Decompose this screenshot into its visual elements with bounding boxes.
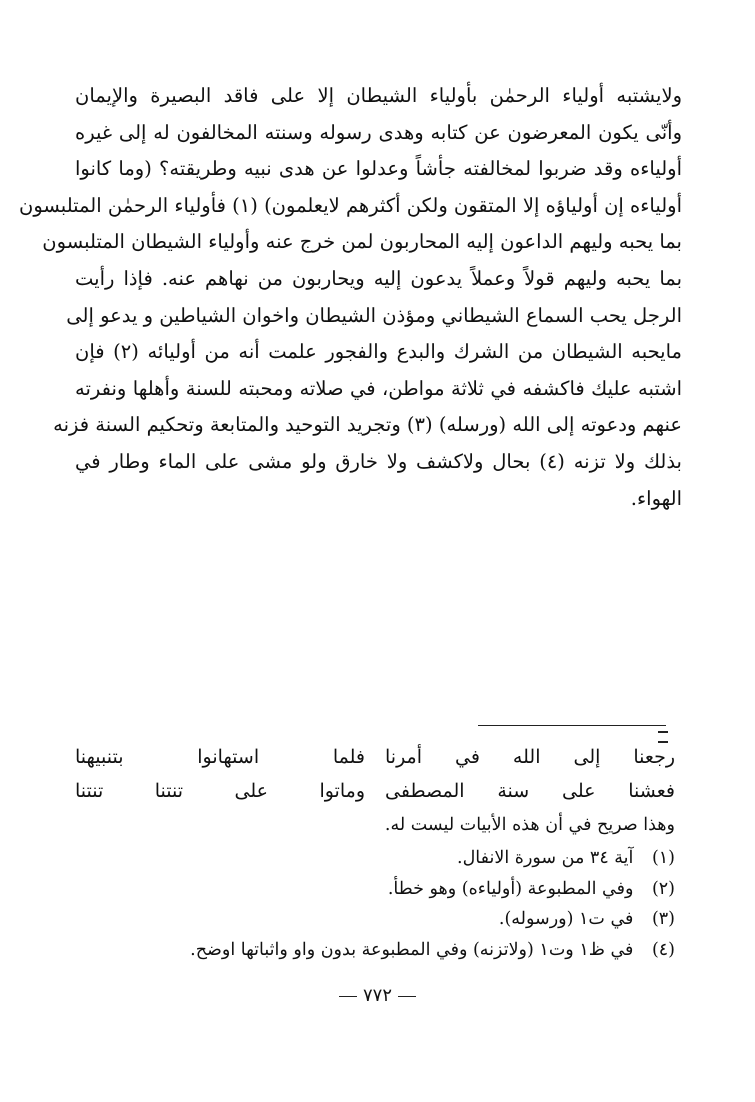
text-line: بذلك ولا تزنه (٤) بحال ولاكشف ولا خارق ولو مشى على الماء وطار في (75, 449, 682, 473)
page-number (0, 985, 755, 1006)
footnote-separator (478, 725, 666, 726)
footnote-number: (٢) (651, 878, 675, 899)
poem-hemistich-right: فعشنا على سنة المصطفى (385, 780, 675, 802)
continuation-mark (658, 731, 668, 743)
text-line: بما يحبه وليهم الداعون إليه المحاربون لمن خرج عنه وأولياء الشيطان المتلبسون (42, 230, 682, 254)
text-line: الرجل يحب السماع الشيطاني ومؤذن الشيطان واخوان الشياطين و يدعو إلى (66, 303, 682, 327)
footnote-number: (٤) (651, 939, 675, 960)
text-line: وأنّى يكون المعرضون عن كتابه وهدى رسوله وسنته المخالفون له إلى غيره (75, 120, 682, 144)
text-line: مايحبه الشيطان من الشرك والبدع والفجور علمت أنه من أوليائه (٢) فإن (75, 340, 682, 364)
poem-verse (75, 780, 675, 802)
text-line: ولايشتبه أولياء الرحمٰن بأولياء الشيطان إلا على فاقد البصيرة والإيمان (75, 84, 682, 107)
footnote-text: في ت١ (ورسوله). (498, 909, 634, 929)
footnote-number: (١) (651, 848, 675, 868)
poem-hemistich-left: فلما استهانوا بتنبيهنا (75, 746, 365, 768)
footnote-text: آية ٣٤ من سورة الانفال. (457, 848, 634, 868)
page-number-value: ٧٧٢ (362, 985, 392, 1006)
text-line: أولياءه وقد ضربوا لمخالفته جأشاً وعدلوا عن هدى نبيه وطريقته؟ (وما كانوا (75, 157, 682, 181)
text-line: أولياءه إن أولياؤه إلا المتقون ولكن أكثرهم لايعلمون) (١) فأولياء الرحمٰن المتلبسون (19, 193, 682, 217)
text-line: الهواء. (630, 486, 682, 510)
dash-right (339, 996, 357, 997)
footnote-item (190, 935, 675, 966)
footnotes-list (190, 843, 675, 965)
footnote-note: وهذا صريح في أن هذه الأبيات ليست له. (384, 815, 675, 835)
poem-hemistich-left: وماتوا على تنتنا تنتنا (75, 780, 365, 802)
footnote-item (190, 904, 675, 935)
footnote-item (190, 874, 675, 905)
main-text-block (19, 78, 682, 517)
poem-verse (75, 746, 675, 768)
text-line: عنهم ودعوته إلى الله (ورسله) (٣) وتجريد التوحيد والمتابعة وتحكيم السنة فزنه (53, 413, 682, 437)
dash-left (398, 996, 416, 997)
footnote-item (190, 843, 675, 874)
footnote-number: (٣) (651, 909, 675, 929)
footnote-text: في ظ١ وت١ (ولاتزنه) وفي المطبوعة بدون واو واثباتها اوضح. (190, 939, 634, 960)
poem-hemistich-right: رجعنا إلى الله في أمرنا (385, 746, 675, 768)
text-line: اشتبه عليك فاكشفه في ثلاثة مواطن، في صلاته ومحبته للسنة وأهلها ونفرته (75, 376, 682, 400)
text-line: بما يحبه وليهم قولاً وعملاً يدعون إليه ويحاربون من نهاهم عنه. فإذا رأيت (75, 266, 682, 290)
footnote-text: وفي المطبوعة (أولياءه) وهو خطأ. (387, 878, 634, 899)
